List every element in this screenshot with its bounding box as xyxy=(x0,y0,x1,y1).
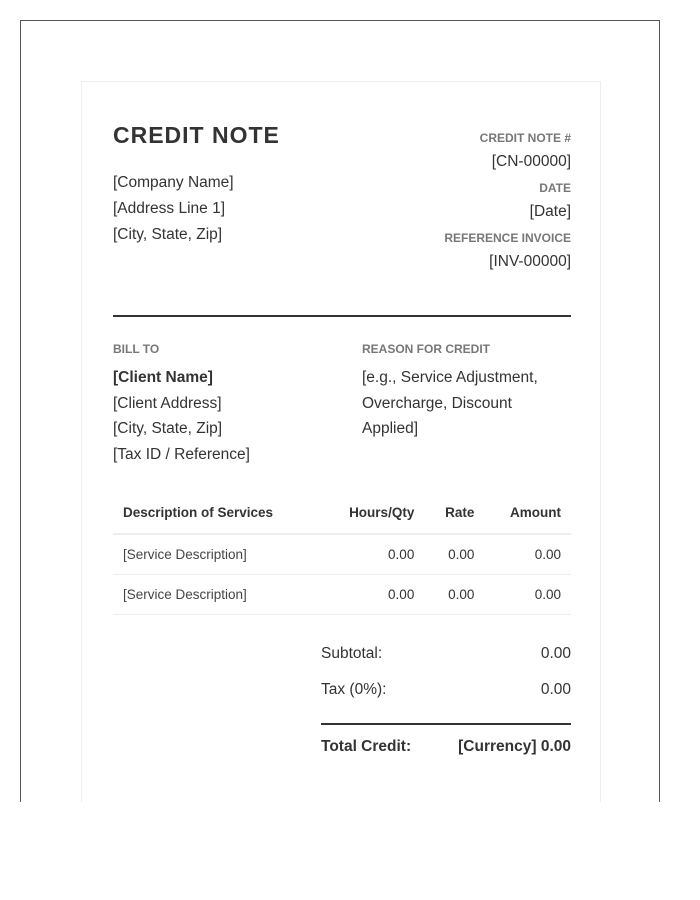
client-city-state-zip: [City, State, Zip] xyxy=(113,420,223,437)
subtotal-value: 0.00 xyxy=(540,645,571,662)
column-header-amount: Amount xyxy=(484,492,571,534)
bill-to-block xyxy=(113,342,250,467)
document-title: CREDIT NOTE xyxy=(113,122,280,148)
service-hours-qty: 0.00 xyxy=(320,534,424,575)
company-name: [Company Name] xyxy=(113,174,234,191)
document-meta xyxy=(444,131,571,273)
total-credit-label: Total Credit: xyxy=(321,738,412,755)
client-address: [Client Address] xyxy=(113,394,222,412)
tax-row xyxy=(321,677,571,713)
company-city-state-zip: [City, State, Zip] xyxy=(113,226,223,243)
column-header-rate: Rate xyxy=(424,492,484,534)
reason-text: [e.g., Service Adjustment, Overcharge, Discount Applied] xyxy=(362,369,538,437)
bill-to-label: BILL TO xyxy=(113,342,160,356)
reference-invoice-value: [INV-00000] xyxy=(489,253,571,270)
service-description: [Service Description] xyxy=(113,534,320,575)
date-value: [Date] xyxy=(529,203,571,220)
credit-note-content xyxy=(113,112,571,757)
reason-block xyxy=(362,342,571,442)
reason-label: REASON FOR CREDIT xyxy=(362,342,491,356)
column-header-hours-qty: Hours/Qty xyxy=(320,492,424,534)
totals-section xyxy=(321,641,571,757)
company-address-line-1: [Address Line 1] xyxy=(113,200,226,217)
credit-note-number-label: CREDIT NOTE # xyxy=(479,131,571,145)
bill-to-details xyxy=(113,365,250,467)
tax-label: Tax (0%): xyxy=(321,681,387,698)
parties-section xyxy=(113,317,571,492)
tax-value: 0.00 xyxy=(540,681,571,698)
service-rate: 0.00 xyxy=(424,534,484,575)
total-credit-row xyxy=(321,723,571,757)
table-header-row xyxy=(113,492,571,534)
service-amount: 0.00 xyxy=(484,575,571,615)
table-row xyxy=(113,575,571,615)
reference-invoice-label: REFERENCE INVOICE xyxy=(444,231,571,245)
service-amount: 0.00 xyxy=(484,534,571,575)
subtotal-row xyxy=(321,641,571,677)
client-name: [Client Name] xyxy=(113,369,213,386)
service-rate: 0.00 xyxy=(424,575,484,615)
date-label: DATE xyxy=(539,181,571,195)
total-credit-value: [Currency] 0.00 xyxy=(458,738,571,755)
company-details xyxy=(113,170,234,248)
document-header xyxy=(113,112,571,317)
service-hours-qty: 0.00 xyxy=(320,575,424,615)
table-row xyxy=(113,534,571,575)
credit-note-page xyxy=(81,81,601,802)
services-table xyxy=(113,492,571,615)
service-description: [Service Description] xyxy=(113,575,320,615)
subtotal-label: Subtotal: xyxy=(321,645,383,662)
credit-note-number-value: [CN-00000] xyxy=(491,153,571,170)
column-header-description: Description of Services xyxy=(113,492,320,534)
client-tax-id: [Tax ID / Reference] xyxy=(113,445,250,463)
